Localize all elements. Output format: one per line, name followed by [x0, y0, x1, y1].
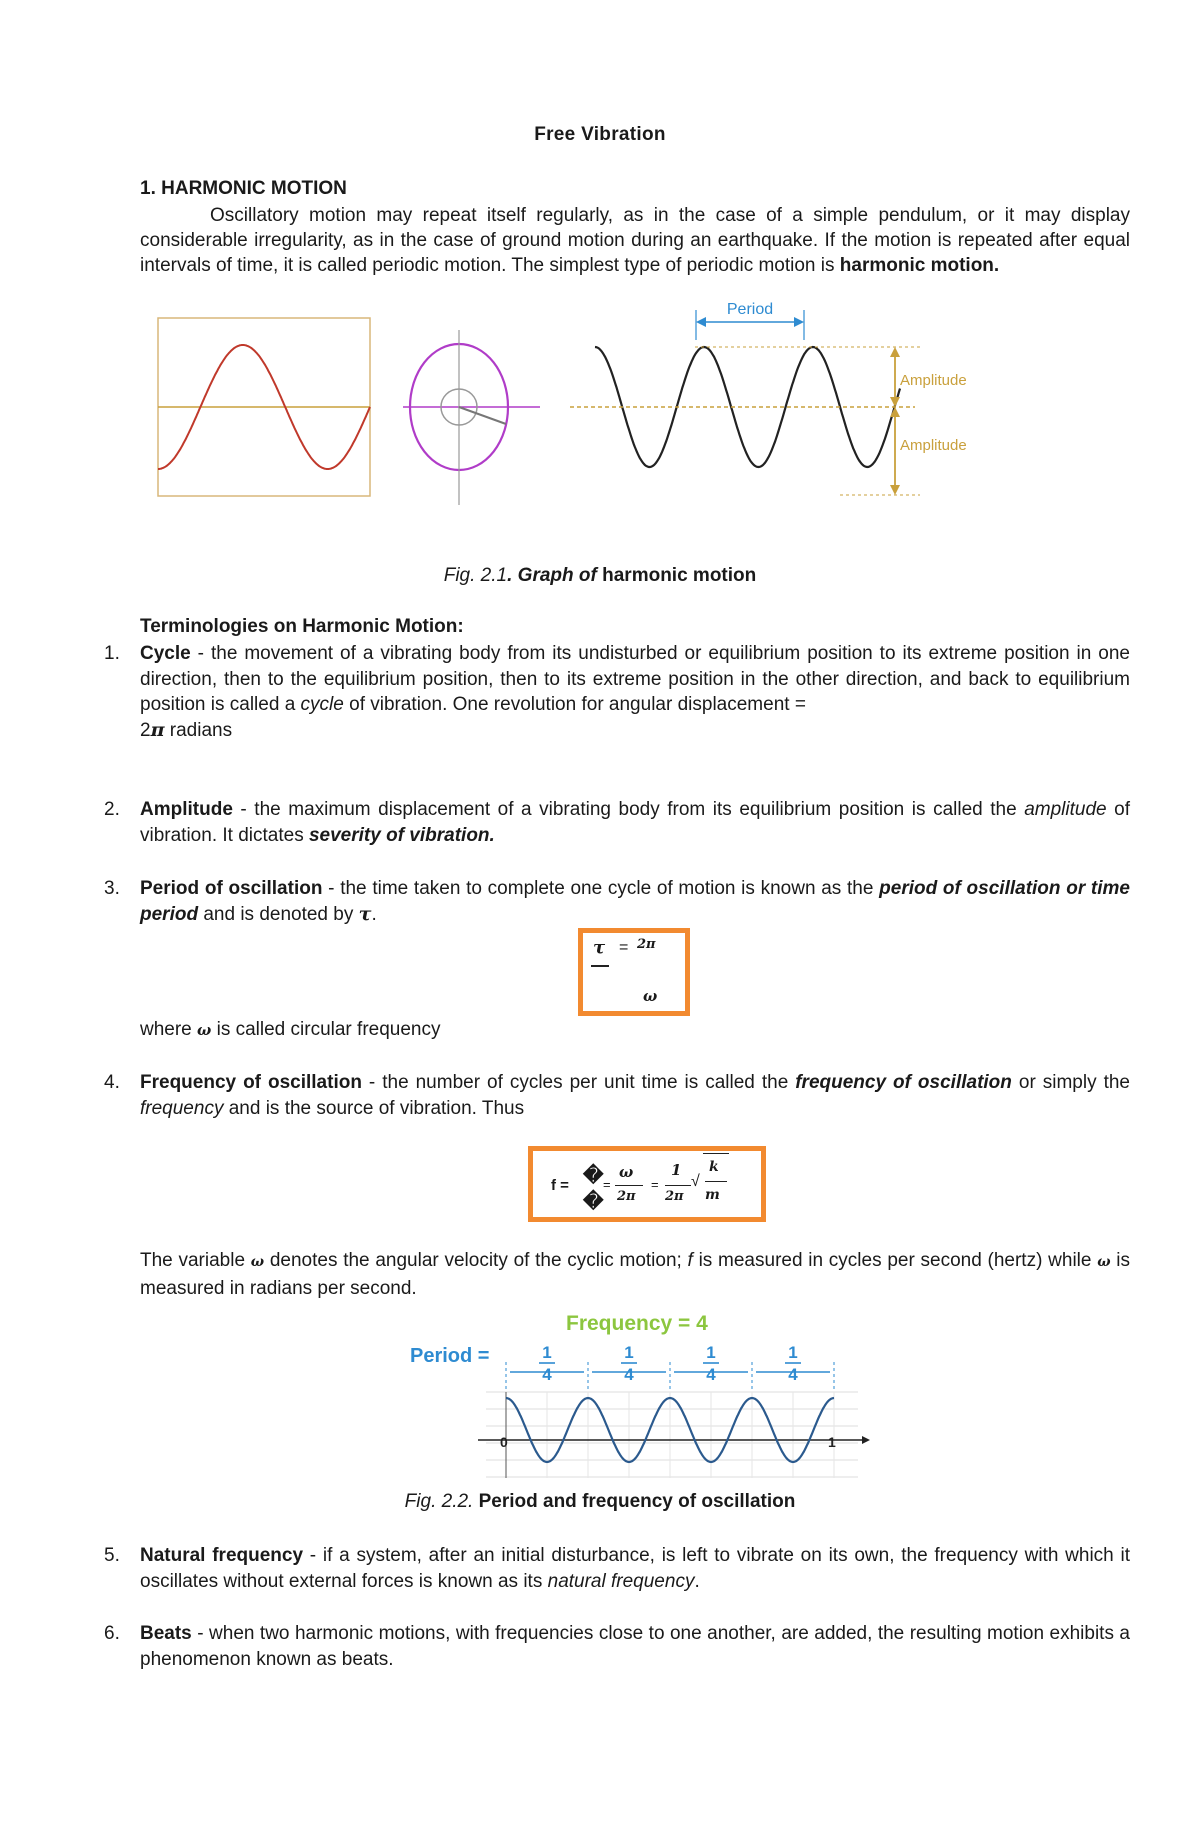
axis-one: 1 — [828, 1434, 836, 1450]
formula-eq-2: = — [651, 1177, 659, 1192]
natural-text-2: . — [694, 1570, 700, 1592]
grid-lines — [486, 1392, 858, 1478]
cycle-text-2: of vibration. One revolution for angular displacement = — [343, 694, 806, 715]
amplitude-label-bottom: Amplitude — [900, 437, 967, 454]
formula-omega: ω — [643, 987, 658, 1005]
formula-2pi-a: 2π — [617, 1189, 636, 1204]
harmonic-motion-figure — [150, 300, 970, 510]
frequency-text-3: and is the source of vibration. Thus — [223, 1097, 525, 1119]
amplitude-text-2: of vibration. It dictates — [140, 799, 1131, 846]
frequency-italic: frequency — [140, 1097, 224, 1119]
axis-zero: 0 — [500, 1434, 508, 1450]
x-axis-arrow — [862, 1436, 870, 1444]
cycle-radians: radians — [164, 719, 233, 741]
formula-tau: τ — [593, 937, 606, 958]
section-heading: 1. HARMONIC MOTION — [140, 178, 347, 199]
frequency-label: Frequency = 4 — [566, 1312, 708, 1335]
where-text: where — [140, 1019, 192, 1040]
fraction-denominator: 4 — [624, 1365, 634, 1384]
formula-one: 1 — [671, 1161, 682, 1179]
cycle-text-1: - the movement of a vibrating body from its undisturbed or equilibrium position to its extreme position in one direction, then to the equilibrium position, then to its extreme position in the other direction, and back to equilibrium position is called a — [140, 643, 1130, 715]
amp-bot-head-up — [890, 407, 900, 417]
list-item-cycle — [104, 641, 1130, 743]
intro-bold: harmonic motion. — [839, 255, 1000, 276]
list-number: 2. — [104, 799, 120, 820]
formula-k: k — [709, 1159, 719, 1175]
fraction-denominator: 4 — [542, 1365, 552, 1384]
circular-frequency-note — [104, 1017, 1130, 1044]
page-title: Free Vibration — [534, 124, 666, 145]
intro-paragraph — [140, 203, 1130, 278]
amplitude-text-1: - the maximum displacement of a vibrating body from its equilibrium position is called the — [232, 799, 1025, 820]
term-amplitude: Amplitude — [140, 799, 233, 820]
term-natural-frequency: Natural frequency — [140, 1545, 304, 1566]
list-number: 4. — [104, 1072, 120, 1093]
formula-f: f = — [551, 1177, 569, 1194]
period-text-1: - the time taken to complete one cycle of motion is known as the — [322, 878, 880, 899]
term-period: Period of oscillation — [140, 878, 323, 899]
variable-f: f — [687, 1250, 693, 1271]
beats-text: - when two harmonic motions, with frequencies close to one another, are added, the resulting motion exhibits a phenomenon known as beats. — [140, 1623, 1130, 1670]
figure2-caption-fig: Fig. 2.2. — [404, 1491, 474, 1512]
formula-2pi-b: 2π — [665, 1189, 684, 1204]
period-end: . — [371, 903, 377, 925]
formula-m: m — [705, 1187, 720, 1203]
formula-2pi: 2π — [637, 937, 656, 952]
list-number: 6. — [104, 1623, 120, 1644]
period-text-2: and is denoted by — [198, 903, 354, 925]
rotating-radius — [459, 407, 506, 424]
figure2-caption — [0, 1491, 1200, 1513]
frequency-text-2: or simply the — [1011, 1072, 1130, 1093]
fraction-bar-1 — [615, 1185, 643, 1186]
amp-top-head-up — [890, 347, 900, 357]
figure2-caption-rest: Period and frequency of oscillation — [473, 1491, 796, 1512]
omega-glyph: ω — [197, 1021, 212, 1039]
omega-glyph: ω — [1097, 1254, 1111, 1270]
sqrt-bar — [703, 1153, 729, 1154]
formula-eq-1: = — [603, 1177, 611, 1192]
omega-glyph: ω — [250, 1254, 265, 1270]
amplitude-label-top: Amplitude — [900, 372, 967, 389]
period-bold-italic: period of oscillation or time period — [140, 878, 1130, 925]
amplitude-severity: severity of vibration. — [308, 824, 495, 846]
formula-glyph-b: � — [583, 1191, 604, 1213]
figure1-caption-em: . Graph of — [507, 565, 597, 586]
variable-text-3: is measured in cycles per second (hertz) while — [698, 1250, 1092, 1271]
formula-equals: = — [619, 939, 629, 956]
list-number: 1. — [104, 643, 120, 664]
natural-text-1: - if a system, after an initial disturbance, is left to vibrate on its own, the frequency with which it oscillates without external forces is known as its — [140, 1545, 1130, 1592]
fraction-bar-2 — [665, 1185, 691, 1186]
formula-underline — [591, 965, 609, 967]
natural-italic: natural frequency — [547, 1570, 695, 1592]
period-equals-label: Period = — [410, 1345, 490, 1367]
intro-text: Oscillatory motion may repeat itself regularly, as in the case of a simple pendulum, or it may display considerable irregularity, as in the case of ground motion during an earthquake. If the motion is repeated after equal intervals of time, it is called periodic motion. The simplest type of periodic motion is — [140, 205, 1130, 276]
variable-text-1: The variable — [140, 1250, 246, 1271]
term-cycle: Cycle — [140, 643, 191, 664]
amp-top-head-down — [890, 397, 900, 407]
amplitude-italic: amplitude — [1024, 799, 1107, 820]
formula-glyph-a: � — [583, 1165, 604, 1187]
fraction-denominator: 4 — [706, 1365, 716, 1384]
term-frequency: Frequency of oscillation — [140, 1072, 362, 1093]
cycle-italic: cycle — [300, 694, 344, 715]
figure1-caption-fig: Fig. 2.1 — [443, 565, 508, 586]
fraction-denominator: 4 — [788, 1365, 798, 1384]
list-item-frequency — [104, 1070, 1130, 1121]
term-beats: Beats — [140, 1623, 192, 1644]
fraction-numerator: 1 — [542, 1343, 552, 1362]
tau-glyph: τ — [358, 902, 372, 925]
list-item-period — [104, 876, 1130, 927]
period-label: Period — [726, 301, 774, 318]
list-number: 5. — [104, 1545, 120, 1566]
variable-text-2: denotes the angular velocity of the cyclic motion; — [269, 1250, 682, 1271]
terminologies-heading: Terminologies on Harmonic Motion: — [140, 616, 464, 637]
fraction-bar-3 — [705, 1181, 727, 1182]
period-frequency-figure — [400, 1300, 880, 1480]
period-formula-box — [578, 928, 690, 1016]
amp-bot-head-down — [890, 485, 900, 495]
frequency-formula-box — [528, 1146, 766, 1222]
fraction-numerator: 1 — [624, 1343, 634, 1362]
cycle-two: 2 — [140, 719, 151, 741]
frequency-bold-italic: frequency of oscillation — [795, 1072, 1012, 1093]
list-item-beats — [104, 1621, 1130, 1672]
figure1-caption — [0, 565, 1200, 587]
formula-w: ω — [619, 1163, 634, 1181]
period-arrowhead-right — [794, 317, 804, 327]
list-item-amplitude — [104, 797, 1130, 848]
list-item-natural-frequency — [104, 1543, 1130, 1594]
pi-glyph: π — [150, 718, 165, 741]
angular-velocity-note — [104, 1248, 1130, 1301]
variable-text-4: is measured in radians per second. — [140, 1250, 1131, 1299]
period-arrowhead-left — [696, 317, 706, 327]
sqrt-glyph: √ — [691, 1173, 700, 1190]
figure1-caption-rest: harmonic motion — [596, 565, 757, 586]
fraction-numerator: 1 — [706, 1343, 716, 1362]
frequency-text-1: - the number of cycles per unit time is called the — [361, 1072, 796, 1093]
where-text-rest: is called circular frequency — [216, 1019, 441, 1040]
fraction-numerator: 1 — [788, 1343, 798, 1362]
list-number: 3. — [104, 878, 120, 899]
